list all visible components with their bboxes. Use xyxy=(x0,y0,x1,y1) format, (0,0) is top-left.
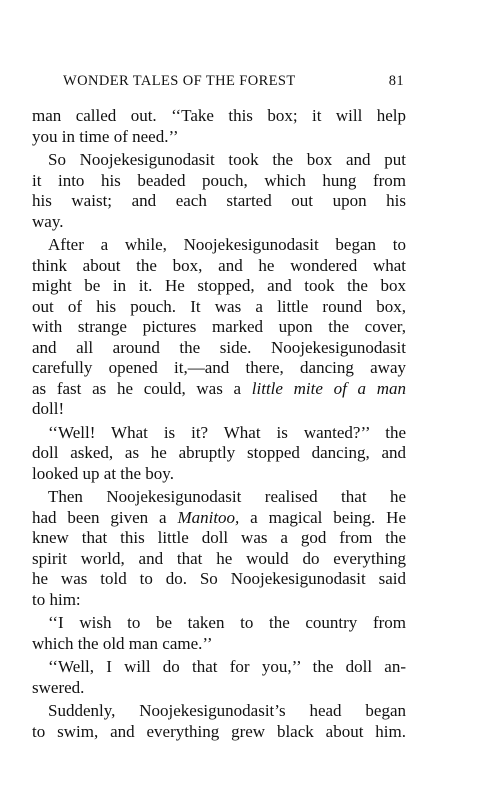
text-line: to him: xyxy=(32,589,81,609)
italic-phrase: little mite of a man xyxy=(251,378,406,398)
running-head xyxy=(60,73,404,93)
text-line: and all around the side. Noojekesigunodasit xyxy=(32,337,406,357)
text-line: knew that this little doll was a god from the xyxy=(32,528,406,547)
text-line: carefully opened it,—and there, dancing away xyxy=(32,358,406,377)
text-line: Then Noojekesigunodasit realised that he xyxy=(48,487,406,506)
text-line: looked up at the boy. xyxy=(32,463,174,483)
text-line: swered. xyxy=(32,677,85,697)
text-line: his waist; and each started out upon his xyxy=(32,191,406,210)
italic-word: Manitoo, xyxy=(177,507,240,527)
paragraph xyxy=(32,487,406,610)
text-line: ‘‘Well! What is it? What is wanted?’’ the xyxy=(48,422,406,442)
text-line: out of his pouch. It was a little round box, xyxy=(32,296,406,316)
text-line: Suddenly, Noojekesigunodasit’s head began xyxy=(48,701,406,720)
text-line: ‘‘Well, I will do that for you,’’ the doll an- xyxy=(48,657,406,676)
text-line: After a while, Noojekesigunodasit began to xyxy=(48,235,406,254)
paragraph xyxy=(32,423,406,485)
text-line: might be in it. He stopped, and took the box xyxy=(32,276,406,295)
text-line: as fast as he could, was a little mite of a man xyxy=(32,378,406,398)
text-line: which the old man came.’’ xyxy=(32,633,213,653)
text-line: So Noojekesigunodasit took the box and put xyxy=(48,150,406,169)
text-line: think about the box, and he wondered what xyxy=(32,255,406,275)
text-line: you in time of need.’’ xyxy=(32,126,179,146)
body-text xyxy=(32,106,406,742)
paragraph xyxy=(32,106,406,147)
text-line: to swim, and everything grew black about him. xyxy=(32,721,406,741)
text-line: he was told to do. So Noojekesigunodasit said xyxy=(32,569,406,588)
text-line: man called out. ‘‘Take this box; it will help xyxy=(32,106,406,125)
text-line: spirit world, and that he would do everything xyxy=(32,548,406,568)
text-line: ‘‘I wish to be taken to the country from xyxy=(48,613,406,632)
paragraph xyxy=(32,613,406,654)
text-line: with strange pictures marked upon the cover, xyxy=(32,317,406,336)
text-line: doll! xyxy=(32,399,65,418)
text-line: had been given a Manitoo, a magical being. He xyxy=(32,507,406,527)
text-line: doll asked, as he abruptly stopped dancing, and xyxy=(32,443,406,462)
paragraph xyxy=(32,150,406,232)
page-number: 81 xyxy=(388,73,404,89)
text-line: it into his beaded pouch, which hung from xyxy=(32,170,406,190)
paragraph xyxy=(32,657,406,698)
paragraph xyxy=(32,235,406,420)
running-title: WONDER TALES OF THE FOREST xyxy=(63,73,296,89)
text-line: way. xyxy=(32,211,64,231)
paragraph xyxy=(32,701,406,742)
